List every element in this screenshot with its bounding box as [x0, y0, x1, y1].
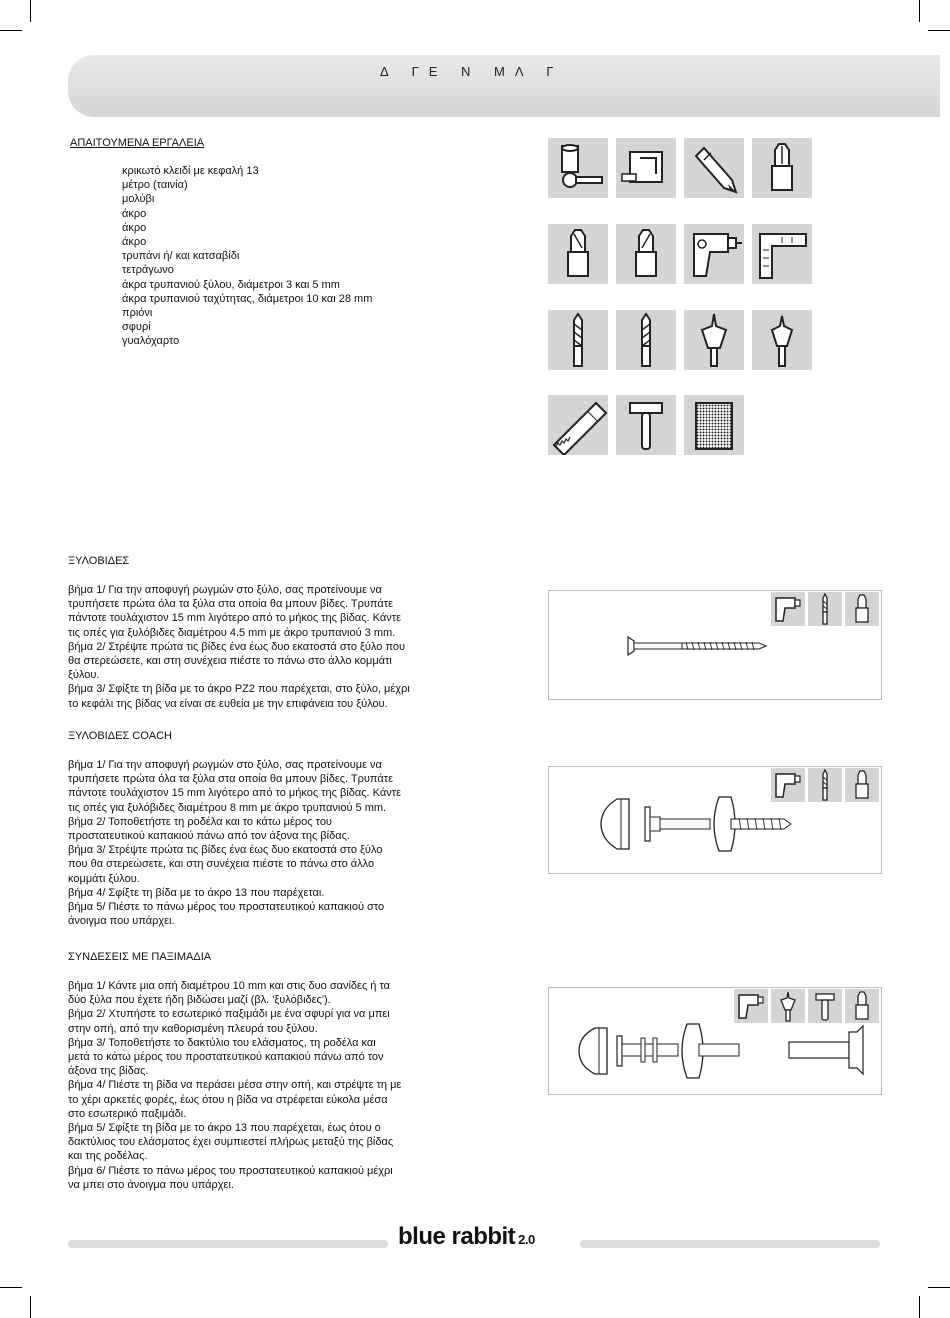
instruction-line: τις οπές για ξυλόβιδες διαμέτρου 4.5 mm με άκρο τρυπανιού 3 mm. — [68, 626, 396, 639]
section-heading-nut-connections: ΣΥΝΔΕΣΕΙΣ ΜΕ ΠΑΞΙΜΑΔΙΑ — [68, 951, 212, 963]
drill-icon — [771, 592, 805, 626]
instruction-line: βήμα 2/ Τοποθετήστε τη ροδέλα και το κάτω μέρος του — [68, 815, 332, 828]
instruction-line: βήμα 5/ Πιέστε το πάνω μέρος του προστατευτικού καπακιού στο — [68, 901, 385, 914]
bit-icon — [616, 224, 676, 284]
pencil-icon — [684, 138, 744, 198]
wood-drill-bit-icon — [808, 768, 842, 802]
bit-icon — [845, 989, 879, 1023]
tape-measure-icon — [616, 138, 676, 198]
footer-bar-left — [68, 1240, 388, 1248]
nut-connection-drawing — [571, 1022, 871, 1082]
instruction-line: πάντοτε τουλάχιστον 15 mm λιγότερο από το μήκος της βίδας. Κάντε — [68, 612, 401, 625]
crop-mark — [30, 1296, 31, 1318]
instruction-line: βήμα 3/ Τοποθετήστε το δακτύλιο του ελάσματος, τη ροδέλα και — [68, 1036, 376, 1049]
page-title: Δ ΓΕ Ν ΜΛ Γ — [380, 64, 564, 79]
instruction-line: δύο ξύλα που έχετε ήδη βιδώσει μαζί (βλ. 'ξυλόβιδες'). — [68, 994, 331, 1007]
brand-logo — [398, 1223, 535, 1251]
crop-mark — [0, 30, 22, 31]
drill-icon — [734, 989, 768, 1023]
list-item: άκρο — [122, 236, 147, 249]
instruction-line: βήμα 5/ Σφίξτε τη βίδα με το άκρο 13 που παρέχεται, έως ότου ο — [68, 1122, 381, 1135]
crop-mark — [30, 0, 31, 22]
instruction-line: θα στερεώσετε, και στη συνέχεια πιέστε το πάνω στο άλλο κομμάτι — [68, 655, 392, 668]
wrench-icon — [548, 138, 608, 198]
instruction-line: το χέρι αρκετές φορές, έως ότου η βίδα να στρέφεται εύκολα μέσα — [68, 1093, 388, 1106]
instruction-line: το κεφάλι της βίδας να είναι σε ευθεία με την επιφάνεια του ξύλου. — [68, 697, 388, 710]
instruction-line: άξονα της βίδας. — [68, 1065, 149, 1078]
square-icon — [752, 224, 812, 284]
coach-screw-diagram — [548, 766, 882, 874]
section-heading-coach-screws: ΞΥΛΟΒΙΔΕΣ COACH — [68, 730, 173, 742]
list-item: πριόνι — [122, 307, 153, 320]
crop-mark — [919, 1296, 920, 1318]
instruction-line: βήμα 4/ Πιέστε τη βίδα να περάσει μέσα στην οπή, και στρέψτε τη με — [68, 1079, 402, 1092]
list-item: τρυπάνι ή/ και κατσαβίδι — [122, 250, 240, 263]
instruction-line: βήμα 1/ Για την αποφυγή ρωγμών στο ξύλο, σας προτείνουμε να — [68, 584, 382, 596]
list-item: κρικωτό κλειδί με κεφαλή 13 — [122, 165, 259, 177]
instruction-line: βήμα 4/ Σφίξτε τη βίδα με το άκρο 13 που παρέχεται. — [68, 886, 325, 899]
wood-screws-instructions — [68, 583, 488, 711]
instruction-line: βήμα 3/ Στρέψτε πρώτα τις βίδες ένα έως δυο εκατοστά στο ξύλο — [68, 844, 383, 857]
list-item: άκρο — [122, 221, 147, 234]
list-item: γυαλόχαρτο — [122, 335, 180, 348]
hammer-icon — [808, 989, 842, 1023]
section-heading-wood-screws: ΞΥΛΟΒΙΔΕΣ — [68, 555, 130, 567]
instruction-line: και της ροδέλας. — [68, 1150, 148, 1163]
tool-list — [122, 164, 372, 349]
instruction-line: δακτύλιος του ελάσματος έχει συμπιεστεί πλήρως μεταξύ της βίδας — [68, 1136, 394, 1149]
hammer-icon — [616, 395, 676, 455]
instruction-line: βήμα 2/ Χτυπήστε το εσωτερικό παξιμάδι με ένα σφυρί για να μπει — [68, 1008, 390, 1021]
crop-mark — [928, 30, 950, 31]
wood-drill-bit-icon — [808, 592, 842, 626]
wood-drill-bit-icon — [548, 310, 608, 370]
wood-screw-drawing — [624, 631, 774, 661]
spade-bit-icon — [752, 310, 812, 370]
spade-bit-icon — [684, 310, 744, 370]
list-item: σφυρί — [122, 321, 151, 334]
list-item: άκρα τρυπανιού ξύλου, διάμετροι 3 και 5 mm — [122, 278, 340, 291]
instruction-line: που θα στερεώσετε, και στη συνέχεια πιέστε το πάνω στο άλλο — [68, 858, 375, 871]
brand-name: blue rabbit — [398, 1223, 516, 1250]
crop-mark — [919, 0, 920, 22]
instruction-line: τις οπές για ξυλόβιδες διαμέτρου 8 mm με άκρο τρυπανιού 5 mm. — [68, 801, 387, 814]
coach-screw-drawing — [599, 789, 799, 859]
list-item: άκρα τρυπανιού ταχύτητας, διάμετροι 10 και 28 mm — [122, 292, 373, 305]
list-item: μέτρο (ταινία) — [122, 179, 188, 192]
saw-icon — [548, 395, 608, 455]
instruction-line: πάντοτε τουλάχιστον 15 mm λιγότερο από το μήκος της βίδας. Κάντε — [68, 787, 401, 800]
wood-drill-bit-icon — [616, 310, 676, 370]
instruction-line: βήμα 3/ Σφίξτε τη βίδα με το άκρο PZ2 που παρέχεται, στο ξύλο, μέχρι — [68, 683, 410, 696]
instruction-line: βήμα 2/ Στρέψτε πρώτα τις βίδες ένα έως δυο εκατοστά στο ξύλο που — [68, 640, 406, 653]
list-item: μολύβι — [122, 193, 155, 206]
sandpaper-icon — [684, 395, 744, 455]
instruction-line: προστατευτικού καπακιού πάνω από τον άξονα της βίδας. — [68, 830, 350, 843]
drill-icon — [684, 224, 744, 284]
instruction-line: βήμα 6/ Πιέστε το πάνω μέρος του προστατευτικού καπακιού μέχρι — [68, 1164, 393, 1177]
crop-mark — [0, 1287, 22, 1288]
list-item: άκρο — [122, 207, 147, 220]
instruction-line: τρυπήσετε πρώτα όλα τα ξύλα στα οποία θα μπουν βίδες. Τρυπάτε — [68, 598, 393, 611]
crop-mark — [928, 1287, 950, 1288]
instruction-line: βήμα 1/ Κάντε μια οπή διαμέτρου 10 mm και στις δυο σανίδες ή τα — [68, 980, 391, 992]
bit-icon — [548, 224, 608, 284]
bit-icon — [845, 768, 879, 802]
bit-icon — [845, 592, 879, 626]
tools-heading: ΑΠΑΙΤΟΥΜΕΝΑ ΕΡΓΑΛΕΙΑ — [70, 137, 205, 149]
instruction-line: τρυπήσετε πρώτα όλα τα ξύλα στα οποία θα μπουν βίδες. Τρυπάτε — [68, 773, 393, 786]
instruction-line: στην οπή, από την καθορισμένη πλευρά του ξύλου. — [68, 1022, 318, 1035]
nut-connections-instructions — [68, 979, 488, 1192]
nut-connection-diagram — [548, 987, 882, 1095]
instruction-line: στο εσωτερικό παξιμάδι. — [68, 1107, 187, 1120]
instruction-line: να μπει στο άνοιγμα που υπάρχει. — [68, 1178, 234, 1191]
list-item: τετράγωνο — [122, 264, 174, 277]
instruction-line: ξύλου. — [68, 669, 100, 682]
footer-bar-right — [580, 1240, 880, 1248]
instruction-line: βήμα 1/ Για την αποφυγή ρωγμών στο ξύλο, σας προτείνουμε να — [68, 759, 382, 771]
instruction-line: άνοιγμα που υπάρχει. — [68, 915, 175, 928]
brand-version: 2.0 — [518, 1232, 535, 1247]
coach-screws-instructions — [68, 758, 488, 928]
bit-icon — [752, 138, 812, 198]
instruction-line: κομμάτι ξύλου. — [68, 872, 140, 885]
spade-bit-icon — [771, 989, 805, 1023]
wood-screw-diagram — [548, 590, 882, 700]
instruction-line: μετά το κάτω μέρος του προστατευτικού καπακιού πάνω από τον — [68, 1051, 384, 1064]
